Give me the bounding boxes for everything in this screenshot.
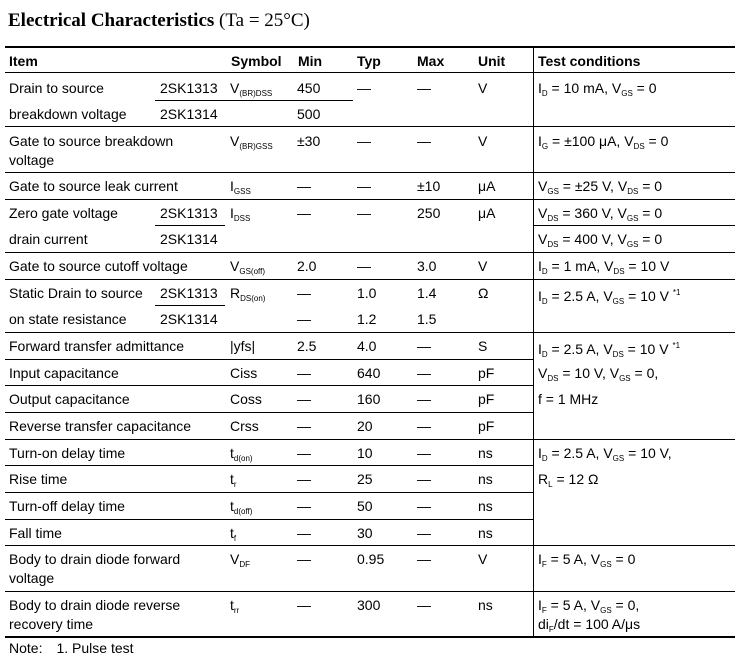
unit: S bbox=[478, 338, 488, 354]
item-label: Turn-on delay time bbox=[9, 445, 126, 461]
symbol: $V_{GS(off)}$ bbox=[230, 258, 265, 276]
max-value: — bbox=[417, 391, 431, 407]
unit: V bbox=[478, 80, 488, 96]
item-label: Turn-off delay time bbox=[9, 498, 125, 514]
unit: V bbox=[478, 258, 488, 274]
table-rule bbox=[5, 332, 735, 333]
typ-value: 25 bbox=[357, 471, 373, 487]
max-value: — bbox=[417, 365, 431, 381]
item-label: drain current bbox=[9, 231, 88, 247]
max-value: ±10 bbox=[417, 178, 441, 194]
header-min: Min bbox=[298, 53, 323, 69]
item-label: Gate to source breakdown bbox=[9, 133, 174, 149]
min-value: — bbox=[297, 391, 311, 407]
table-rule bbox=[533, 225, 735, 226]
table-rule bbox=[5, 359, 533, 360]
test-condition: $V_{GS} = \pm 25$ V, $V_{DS} = 0$ bbox=[538, 178, 663, 196]
table-rule bbox=[5, 72, 735, 73]
header-typ: Typ bbox=[357, 53, 381, 69]
typ-value: — bbox=[357, 133, 371, 149]
unit: V bbox=[478, 133, 488, 149]
symbol: $t_{rr}$ bbox=[230, 597, 240, 615]
unit: pF bbox=[478, 365, 495, 381]
max-value: — bbox=[417, 471, 431, 487]
table-column-rule bbox=[533, 47, 534, 637]
item-label: Fall time bbox=[9, 525, 62, 541]
max-value: — bbox=[417, 551, 431, 567]
min-value: 2.5 bbox=[297, 338, 317, 354]
min-value: — bbox=[297, 597, 311, 613]
typ-value: 0.95 bbox=[357, 551, 385, 567]
test-condition: $I_D = 2.5$ A, $V_{GS} = 10$ V $^{*1}$ bbox=[538, 288, 681, 306]
typ-value: 50 bbox=[357, 498, 373, 514]
footnote: Note: 1. Pulse test bbox=[9, 640, 134, 656]
table-rule bbox=[5, 591, 735, 592]
typ-value: — bbox=[357, 205, 371, 221]
test-condition: $I_F = 5$ A, $V_{GS} = 0$, bbox=[538, 597, 640, 615]
test-condition: $I_D = 2.5$ A, $V_{GS} = 10$ V, bbox=[538, 445, 672, 463]
test-condition: $V_{DS} = 400$ V, $V_{GS} = 0$ bbox=[538, 231, 663, 249]
table-rule bbox=[5, 385, 533, 386]
max-value: 3.0 bbox=[417, 258, 437, 274]
typ-value: 4.0 bbox=[357, 338, 377, 354]
test-condition: $I_D = 2.5$ A, $V_{DS} = 10$ V $^{*1}$ bbox=[538, 341, 681, 359]
typ-value: 1.0 bbox=[357, 285, 377, 301]
header-unit: Unit bbox=[478, 53, 506, 69]
part-number: 2SK1313 bbox=[160, 205, 218, 221]
max-value: — bbox=[417, 80, 431, 96]
symbol: Crss bbox=[230, 418, 259, 434]
max-value: 1.4 bbox=[417, 285, 437, 301]
part-number: 2SK1314 bbox=[160, 231, 218, 247]
test-condition: $V_{DS} = 10$ V, $V_{GS} = 0$, bbox=[538, 365, 659, 383]
min-value: 500 bbox=[297, 106, 321, 122]
unit: μA bbox=[478, 178, 496, 194]
test-condition: $R_L = 12$ Ω bbox=[538, 471, 599, 489]
item-label: Rise time bbox=[9, 471, 68, 487]
min-value: — bbox=[297, 471, 311, 487]
item-label: Static Drain to source bbox=[9, 285, 143, 301]
min-value: — bbox=[297, 525, 311, 541]
page-title: Electrical Characteristics (Ta = 25°C) bbox=[8, 10, 310, 31]
test-condition: f = 1 MHz bbox=[538, 391, 599, 407]
min-value: — bbox=[297, 311, 311, 327]
min-value: — bbox=[297, 551, 311, 567]
symbol: $t_r$ bbox=[230, 471, 237, 489]
max-value: — bbox=[417, 418, 431, 434]
min-value: 450 bbox=[297, 80, 321, 96]
header-item: Item bbox=[9, 53, 38, 69]
table-rule bbox=[5, 439, 735, 440]
unit: ns bbox=[478, 471, 493, 487]
item-label-cont: recovery time bbox=[9, 616, 94, 632]
item-label: Reverse transfer capacitance bbox=[9, 418, 192, 434]
max-value: 250 bbox=[417, 205, 441, 221]
test-condition: $I_D = 10$ mA, $V_{GS} = 0$ bbox=[538, 80, 657, 98]
part-number: 2SK1314 bbox=[160, 106, 218, 122]
symbol: $R_{DS(on)}$ bbox=[230, 285, 266, 303]
min-value: — bbox=[297, 178, 311, 194]
symbol: $I_{GSS}$ bbox=[230, 178, 251, 196]
part-number: 2SK1313 bbox=[160, 285, 218, 301]
table-rule bbox=[5, 412, 533, 413]
item-label: Gate to source cutoff voltage bbox=[9, 258, 188, 274]
table-rule bbox=[5, 126, 735, 127]
test-condition: $I_G = \pm 100$ μA, $V_{DS} = 0$ bbox=[538, 133, 669, 151]
item-label: breakdown voltage bbox=[9, 106, 127, 122]
min-value: — bbox=[297, 418, 311, 434]
max-value: 1.5 bbox=[417, 311, 437, 327]
table-rule bbox=[5, 279, 735, 280]
unit: μA bbox=[478, 205, 496, 221]
header-max: Max bbox=[417, 53, 445, 69]
min-value: ±30 bbox=[297, 133, 321, 149]
header-test-conditions: Test conditions bbox=[538, 53, 641, 69]
symbol: $V_{(BR)GSS}$ bbox=[230, 133, 273, 151]
symbol: $t_{d(off)}$ bbox=[230, 498, 253, 516]
max-value: — bbox=[417, 445, 431, 461]
item-label-cont: voltage bbox=[9, 152, 55, 168]
table-rule bbox=[5, 46, 735, 48]
typ-value: 10 bbox=[357, 445, 373, 461]
symbol: $I_{DSS}$ bbox=[230, 205, 251, 223]
symbol: Coss bbox=[230, 391, 262, 407]
item-label: Drain to source bbox=[9, 80, 104, 96]
unit: Ω bbox=[478, 285, 489, 301]
test-condition: $I_F = 5$ A, $V_{GS} = 0$ bbox=[538, 551, 636, 569]
unit: pF bbox=[478, 418, 495, 434]
typ-value: 640 bbox=[357, 365, 381, 381]
min-value: — bbox=[297, 365, 311, 381]
test-condition-cont: $di_F/dt = 100$ A/μs bbox=[538, 616, 641, 634]
item-label-cont: voltage bbox=[9, 570, 55, 586]
part-number: 2SK1314 bbox=[160, 311, 218, 327]
typ-value: 1.2 bbox=[357, 311, 377, 327]
min-value: — bbox=[297, 205, 311, 221]
typ-value: 160 bbox=[357, 391, 381, 407]
table-rule bbox=[155, 305, 225, 306]
unit: pF bbox=[478, 391, 495, 407]
max-value: — bbox=[417, 597, 431, 613]
item-label: Zero gate voltage bbox=[9, 205, 118, 221]
item-label: Gate to source leak current bbox=[9, 178, 178, 194]
typ-value: 20 bbox=[357, 418, 373, 434]
test-condition: $I_D = 1$ mA, $V_{DS} = 10$ V bbox=[538, 258, 670, 276]
symbol: $t_f$ bbox=[230, 525, 237, 543]
item-label: on state resistance bbox=[9, 311, 127, 327]
part-number: 2SK1313 bbox=[160, 80, 218, 96]
symbol: $t_{d(on)}$ bbox=[230, 445, 253, 463]
min-value: — bbox=[297, 285, 311, 301]
min-value: 2.0 bbox=[297, 258, 317, 274]
table-rule bbox=[5, 465, 533, 466]
table-rule bbox=[5, 199, 735, 200]
unit: ns bbox=[478, 498, 493, 514]
max-value: — bbox=[417, 133, 431, 149]
header-symbol: Symbol bbox=[231, 53, 282, 69]
table-rule bbox=[5, 545, 735, 546]
max-value: — bbox=[417, 498, 431, 514]
typ-value: — bbox=[357, 178, 371, 194]
symbol: |yfs| bbox=[230, 338, 256, 354]
item-label: Body to drain diode reverse bbox=[9, 597, 181, 613]
table-rule bbox=[5, 172, 735, 173]
test-condition: $V_{DS} = 360$ V, $V_{GS} = 0$ bbox=[538, 205, 663, 223]
min-value: — bbox=[297, 498, 311, 514]
unit: ns bbox=[478, 525, 493, 541]
table-rule bbox=[155, 100, 353, 101]
max-value: — bbox=[417, 338, 431, 354]
max-value: — bbox=[417, 525, 431, 541]
typ-value: — bbox=[357, 258, 371, 274]
item-label: Forward transfer admittance bbox=[9, 338, 185, 354]
typ-value: 300 bbox=[357, 597, 381, 613]
typ-value: 30 bbox=[357, 525, 373, 541]
symbol: $V_{(BR)DSS}$ bbox=[230, 80, 273, 98]
table-rule bbox=[5, 492, 533, 493]
unit: ns bbox=[478, 445, 493, 461]
item-label: Output capacitance bbox=[9, 391, 130, 407]
table-rule bbox=[155, 225, 225, 226]
table-rule bbox=[5, 636, 735, 638]
table-rule bbox=[5, 252, 735, 253]
unit: V bbox=[478, 551, 488, 567]
item-label: Input capacitance bbox=[9, 365, 119, 381]
symbol: $V_{DF}$ bbox=[230, 551, 251, 569]
symbol: Ciss bbox=[230, 365, 258, 381]
item-label: Body to drain diode forward bbox=[9, 551, 181, 567]
min-value: — bbox=[297, 445, 311, 461]
typ-value: — bbox=[357, 80, 371, 96]
table-rule bbox=[5, 519, 533, 520]
unit: ns bbox=[478, 597, 493, 613]
